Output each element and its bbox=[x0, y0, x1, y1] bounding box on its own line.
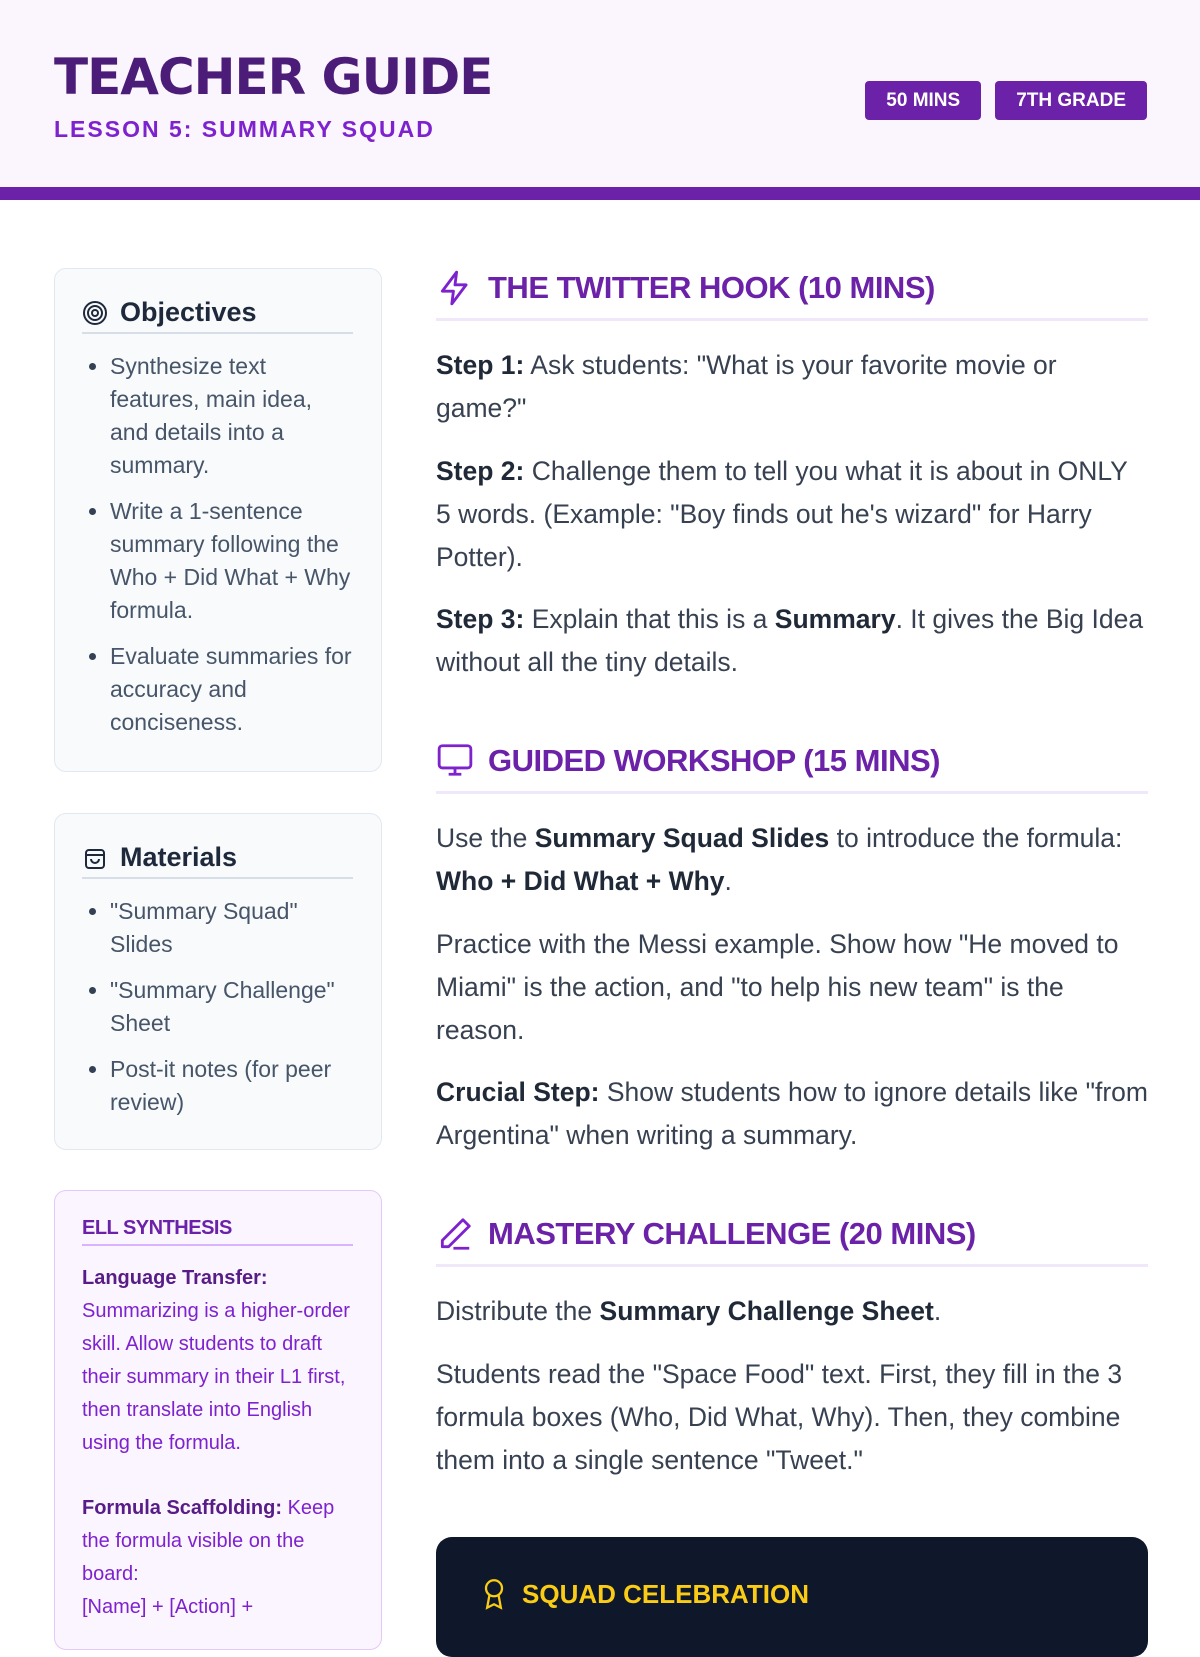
step-label: Step 1: bbox=[436, 350, 525, 380]
list-item: • "Summary Challenge" Sheet bbox=[110, 974, 353, 1040]
language-transfer-text: Summarizing is a higher-order skill. Allow students to draft their summary in their L1 first, then translate into English using the formula. bbox=[82, 1300, 350, 1454]
objectives-heading: Objectives bbox=[120, 297, 257, 327]
materials-heading: Materials bbox=[120, 842, 238, 872]
formula-label: Formula Scaffolding: bbox=[82, 1497, 282, 1519]
materials-card bbox=[54, 813, 382, 1150]
formula-name: Who + Did What + Why bbox=[436, 866, 725, 896]
hook-step-1 bbox=[436, 344, 1148, 430]
monitor-icon bbox=[436, 741, 474, 779]
lightning-icon bbox=[436, 268, 474, 308]
celebration-header bbox=[480, 1578, 809, 1610]
target-icon bbox=[82, 300, 108, 326]
summary-term: Summary bbox=[774, 604, 896, 634]
hook-section-header bbox=[436, 270, 1148, 321]
step-text: Ask students: "What is your favorite movie or game?" bbox=[436, 350, 1057, 423]
crucial-label: Crucial Step: bbox=[436, 1077, 600, 1107]
badge-group bbox=[865, 81, 1147, 120]
award-icon bbox=[480, 1578, 508, 1610]
pencil-icon bbox=[436, 1214, 474, 1254]
workshop-crucial-step bbox=[436, 1071, 1148, 1157]
header bbox=[0, 0, 1200, 200]
step-text: Challenge them to tell you what it is about in ONLY 5 words. (Example: "Boy finds out he's wizard" for Harry Potter). bbox=[436, 456, 1128, 572]
formula-text: Keep the formula visible on the board: bbox=[82, 1497, 335, 1585]
bag-icon bbox=[82, 845, 108, 871]
slides-name: Summary Squad Slides bbox=[534, 823, 830, 853]
crucial-text: Show students how to ignore details like "from Argentina" when writing a summary. bbox=[436, 1077, 1148, 1150]
step-label: Step 3: bbox=[436, 604, 525, 634]
mastery-distribute bbox=[436, 1290, 1148, 1333]
mastery-heading: MASTERY CHALLENGE (20 MINS) bbox=[488, 1216, 976, 1251]
language-transfer-note bbox=[82, 1262, 353, 1460]
workshop-heading: GUIDED WORKSHOP (15 MINS) bbox=[488, 743, 940, 778]
step-text: Explain that this is a bbox=[531, 604, 768, 634]
celebration-heading: SQUAD CELEBRATION bbox=[522, 1578, 809, 1609]
text: . bbox=[933, 1296, 942, 1326]
list-item: • Evaluate summaries for accuracy and conciseness. bbox=[110, 640, 353, 739]
language-transfer-label: Language Transfer: bbox=[82, 1267, 268, 1289]
hook-step-2 bbox=[436, 450, 1148, 579]
ell-heading: ELL SYNTHESIS bbox=[82, 1217, 353, 1246]
duration-badge: 50 MINS bbox=[865, 81, 981, 120]
sheet-name: Summary Challenge Sheet bbox=[599, 1296, 934, 1326]
grade-badge: 7TH GRADE bbox=[995, 81, 1147, 120]
text: . bbox=[724, 866, 732, 896]
workshop-intro bbox=[436, 817, 1148, 903]
text: Use the bbox=[436, 823, 528, 853]
list-item: • "Summary Squad" Slides bbox=[110, 895, 353, 961]
workshop-practice: Practice with the Messi example. Show how "He moved to Miami" is the action, and "to help his new team" is the reason. bbox=[436, 929, 1119, 1045]
materials-header bbox=[82, 842, 353, 879]
mastery-section-header bbox=[436, 1216, 1148, 1267]
workshop-section-header bbox=[436, 743, 1148, 794]
ell-card bbox=[54, 1190, 382, 1650]
celebration-card bbox=[436, 1537, 1148, 1657]
step-label: Step 2: bbox=[436, 456, 525, 486]
formula-example: [Name] + [Action] + bbox=[82, 1596, 254, 1618]
objectives-card bbox=[54, 268, 382, 772]
hook-heading: THE TWITTER HOOK (10 MINS) bbox=[488, 270, 935, 305]
objectives-header bbox=[82, 297, 353, 334]
list-item: • Write a 1-sentence summary following the Who + Did What + Why formula. bbox=[110, 495, 353, 627]
page-title: TEACHER GUIDE bbox=[54, 48, 493, 106]
list-item: • Post-it notes (for peer review) bbox=[110, 1053, 353, 1119]
lesson-subtitle: LESSON 5: SUMMARY SQUAD bbox=[54, 116, 435, 142]
text: Distribute the bbox=[436, 1296, 593, 1326]
formula-scaffolding-note bbox=[82, 1492, 353, 1624]
step-text: . It gives the Big Idea without all the tiny details. bbox=[436, 604, 1144, 677]
list-item: • Synthesize text features, main idea, and details into a summary. bbox=[110, 350, 353, 482]
mastery-instructions: Students read the "Space Food" text. First, they fill in the 3 formula boxes (Who, Did What, Why). Then, they combine them into a single sentence "Tweet." bbox=[436, 1359, 1123, 1475]
hook-step-3 bbox=[436, 598, 1148, 684]
text: to introduce the formula: bbox=[836, 823, 1123, 853]
objectives-list bbox=[82, 350, 353, 739]
materials-list bbox=[82, 895, 353, 1119]
